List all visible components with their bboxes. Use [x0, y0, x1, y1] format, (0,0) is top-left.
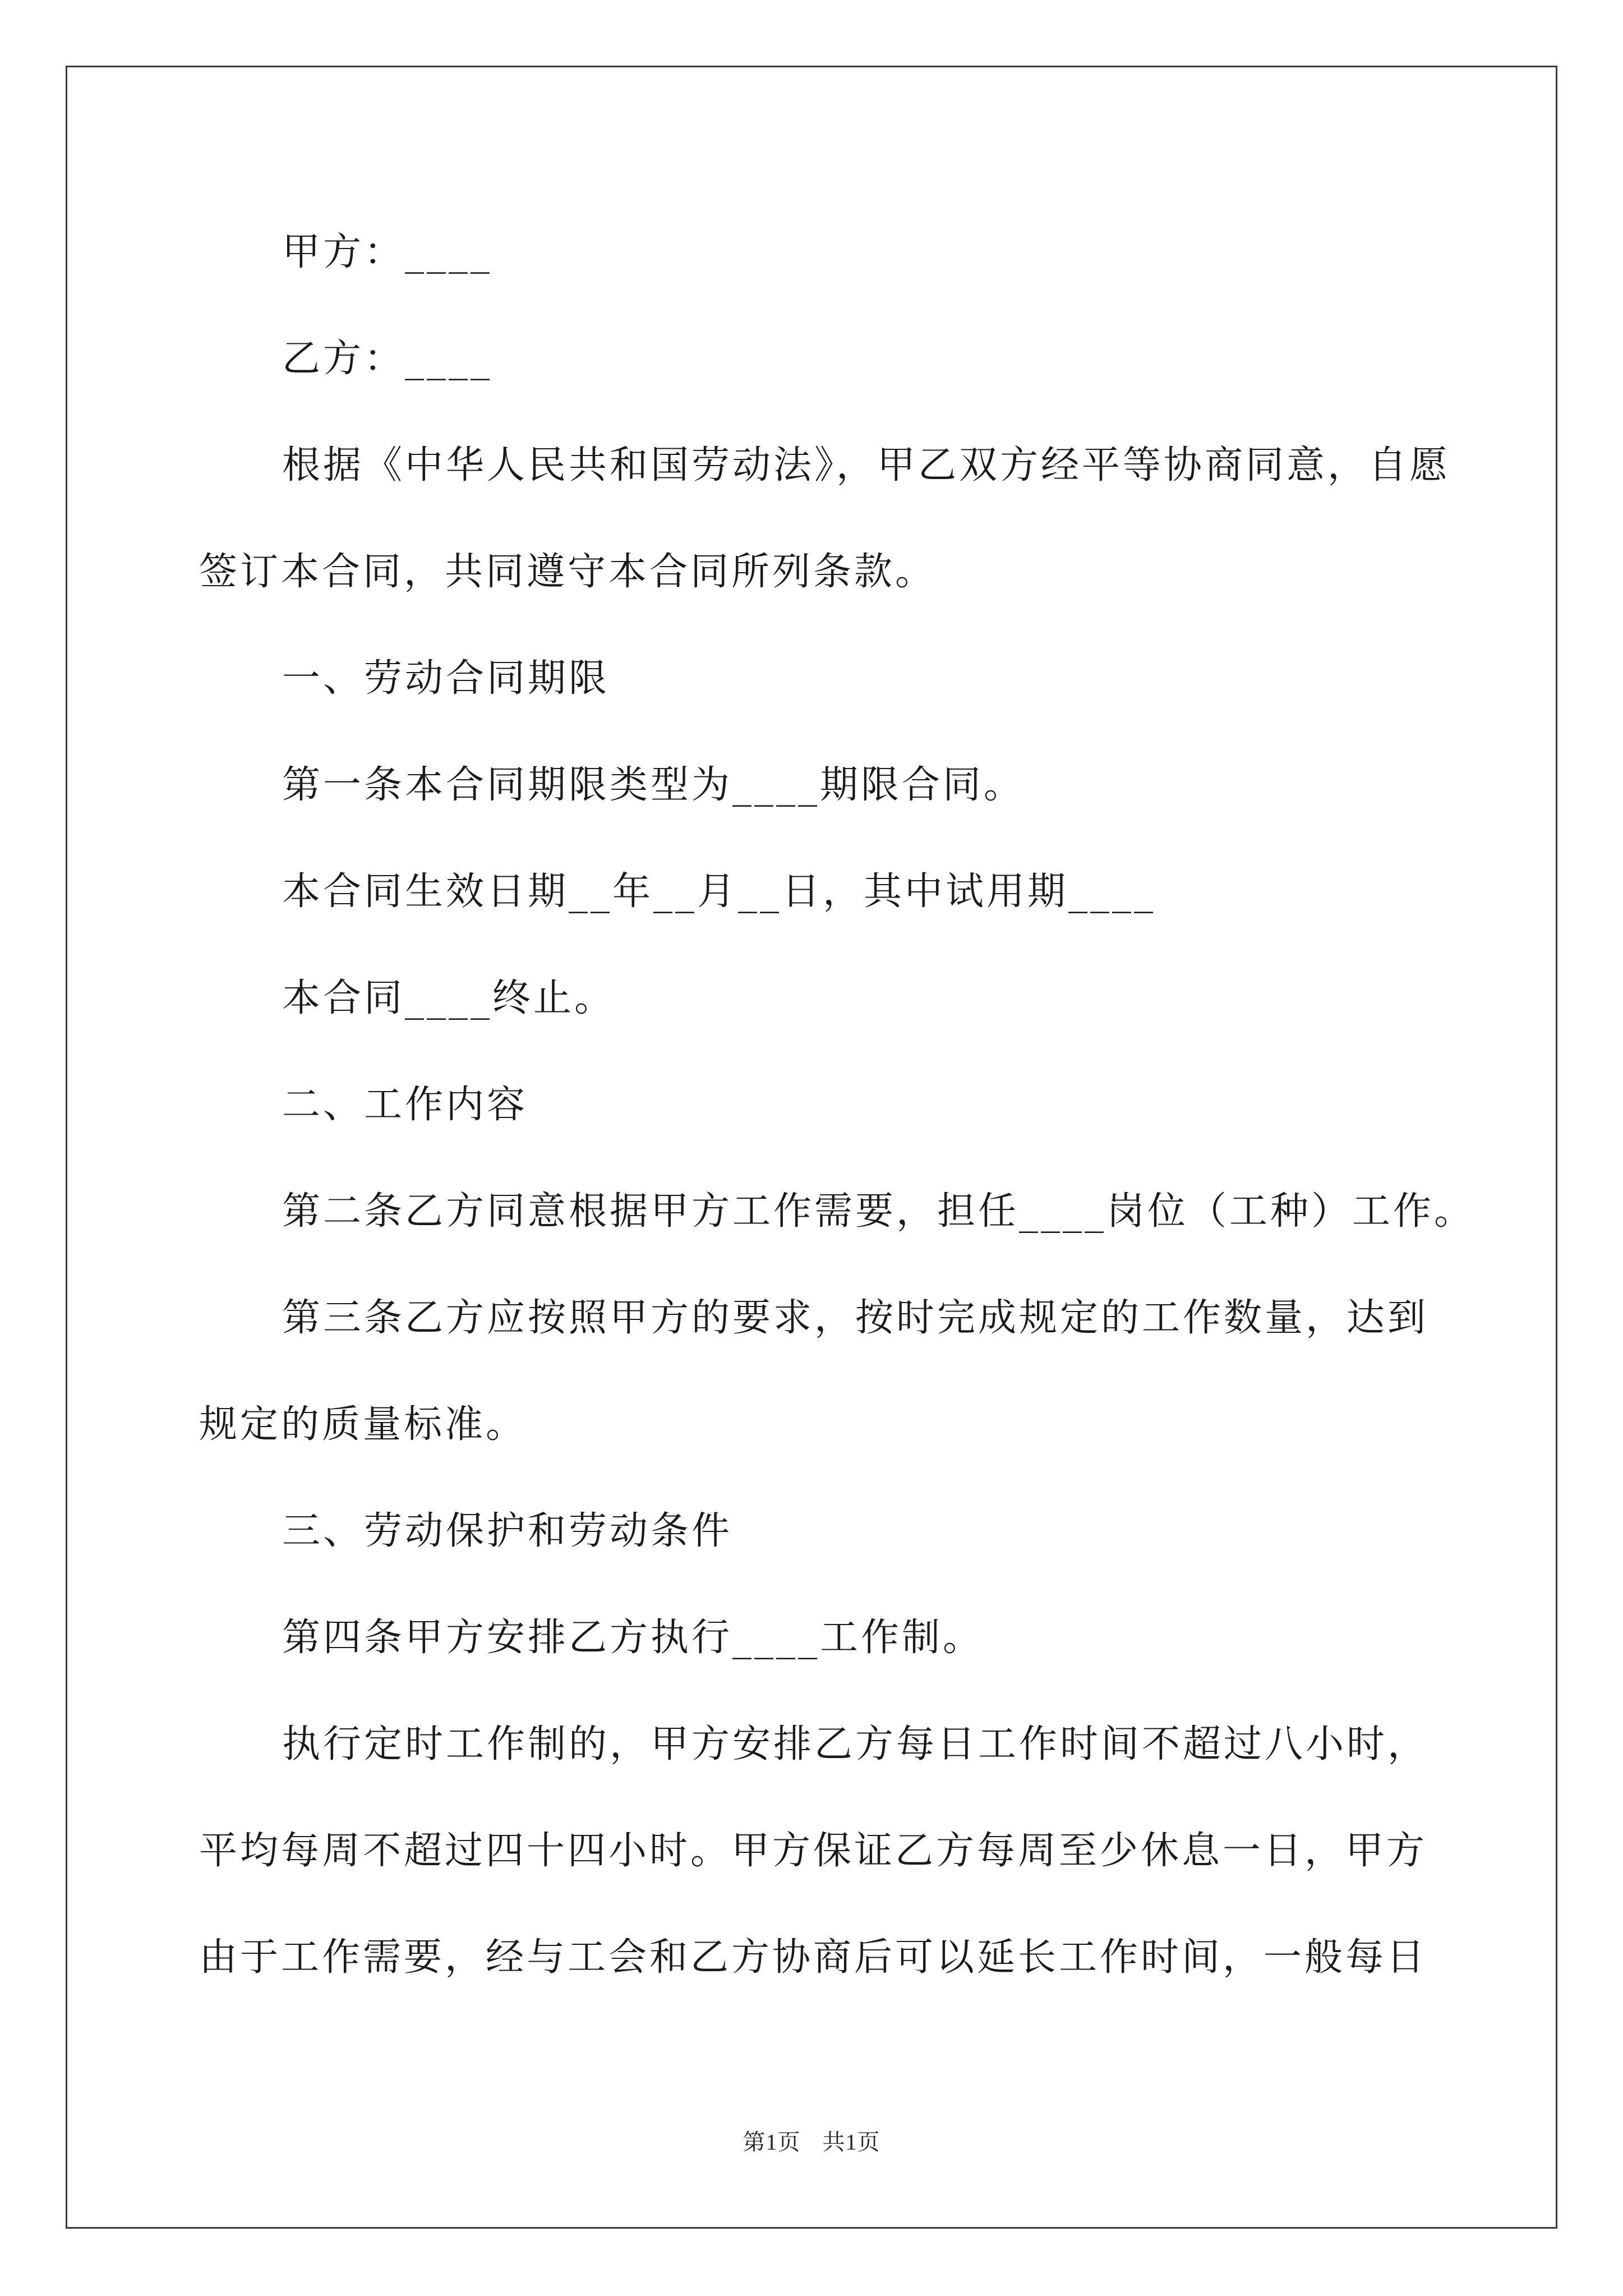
hours-line-2: 平均每周不超过四十四小时。甲方保证乙方每周至少休息一日，甲方 — [199, 1829, 1428, 1873]
hours-line-3: 由于工作需要，经与工会和乙方协商后可以延长工作时间，一般每日 — [199, 1935, 1428, 1980]
section-heading-3: 三、劳动保护和劳动条件 — [282, 1509, 733, 1553]
party-b-line: 乙方：____ — [282, 337, 493, 381]
page-frame — [66, 66, 1557, 2229]
section-heading-2: 二、工作内容 — [282, 1083, 528, 1127]
party-a-line: 甲方：____ — [282, 230, 493, 274]
page-number: 第1页 — [743, 2129, 801, 2155]
article-3-line-1: 第三条乙方应按照甲方的要求，按时完成规定的工作数量，达到 — [282, 1296, 1429, 1340]
termination-line: 本合同____终止。 — [282, 976, 616, 1020]
preamble-line-2: 签订本合同，共同遵守本合同所列条款。 — [199, 550, 937, 594]
hours-line-1: 执行定时工作制的，甲方安排乙方每日工作时间不超过八小时， — [282, 1722, 1429, 1766]
preamble-line-1: 根据《中华人民共和国劳动法》，甲乙双方经平等协商同意，自愿 — [282, 443, 1451, 487]
article-3-line-2: 规定的质量标准。 — [199, 1402, 527, 1447]
section-heading-1: 一、劳动合同期限 — [282, 656, 610, 701]
article-2-line: 第二条乙方同意根据甲方工作需要，担任____岗位（工种）工作。 — [282, 1189, 1476, 1234]
effective-date-line: 本合同生效日期__年__月__日，其中试用期____ — [282, 869, 1156, 914]
page-footer — [0, 2129, 1623, 2156]
article-4-line: 第四条甲方安排乙方执行____工作制。 — [282, 1616, 984, 1660]
article-1-line: 第一条本合同期限类型为____期限合同。 — [282, 763, 1025, 807]
page-total: 共1页 — [822, 2129, 880, 2155]
